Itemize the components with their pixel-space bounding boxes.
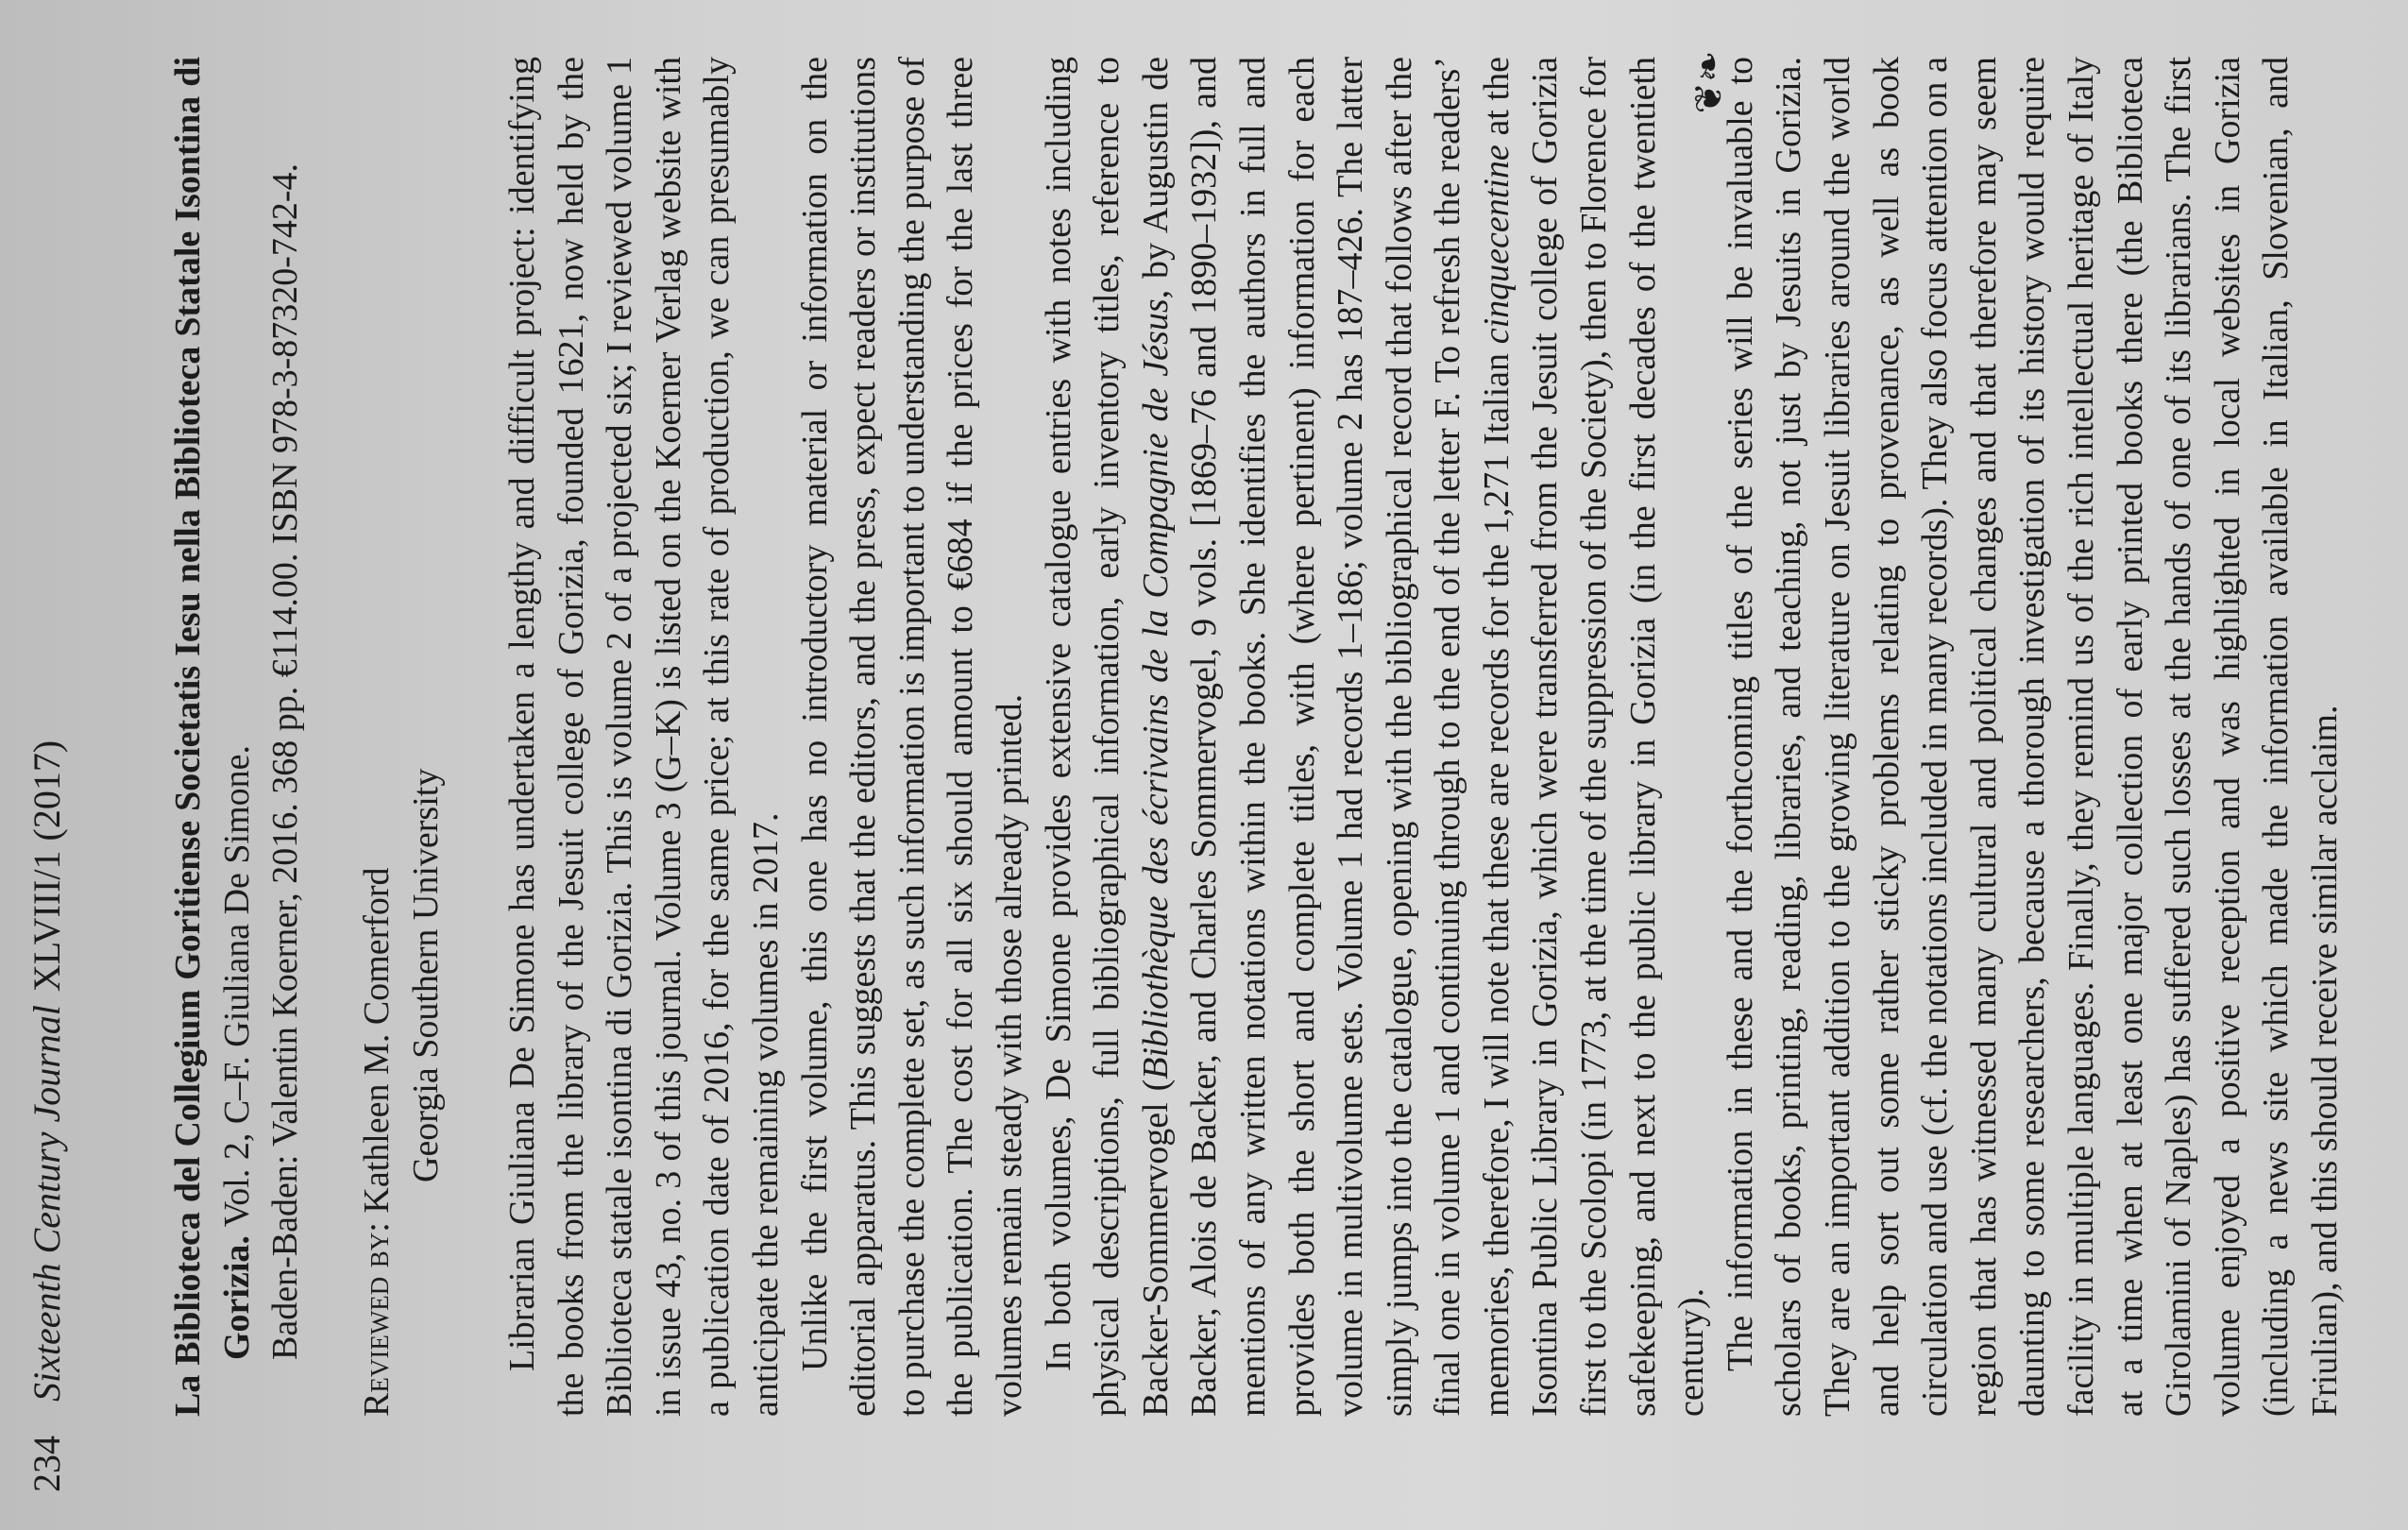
review-body bbox=[499, 57, 2350, 1417]
reviewer-block bbox=[353, 57, 450, 1417]
bibliotheque-title: Bibliothèque des écrivains de la Compagnie de Jésus bbox=[1135, 298, 1176, 1080]
paragraph-3-text-c: at the Isontina Public Library in Gorizia, which were transferred from the Jesuit college of Gorizia first to the Scolopi (in 1773, at the time of the suppression of the Society), then to Florence for safekeeping, and next to the public library in Gorizia (in the first decades of the twentieth century). bbox=[1476, 57, 1712, 1417]
paragraph-4: The information in these and the forthcoming titles of the series will be invaluable to scholars of books, printing, reading, libraries, and teaching, not just by Jesuits in Gorizia. They are an important addition to the growing literature on Jesuit libraries around the world and help sort out some rather sticky problems relating to provenance, as well as book circulation and use (cf. the notations included in many records). They also focus attention on a region that has witnessed many cultural and political changes and that therefore may seem daunting to some researchers, because a thorough investigation of its history would require facility in multiple languages. Finally, they remind us of the rich intellectual heritage of Italy at a time when at least one major collection of early printed books there (the Biblioteca Girolamini of Naples) has suffered such losses at the hands of one of its librarians. The first volume enjoyed a positive reception and was highlighted in local websites in Gorizia (including a news site which made the information available in Italian, Slovenian, and Friulian), and this should receive similar acclaim. bbox=[1720, 57, 2345, 1417]
book-title: La Biblioteca del Collegium Goritiense Societatis Iesu nella Biblioteca Statale Isontina di Gorizia. bbox=[168, 57, 257, 1417]
reviewer-name: Kathleen M. Comerford bbox=[357, 867, 397, 1223]
paragraph-3-text-a: In both volumes, De Simone provides extensive catalogue entries with notes including physical descriptions, full bibliographical information, early inventory titles, reference to Backer-Sommervogel ( bbox=[1038, 57, 1176, 1417]
reviewed-by-label: Reviewed by: bbox=[357, 1222, 397, 1417]
running-header bbox=[25, 76, 70, 1492]
paragraph-3 bbox=[1035, 57, 1717, 1417]
journal-title: Sixteenth Century Journal bbox=[25, 1005, 68, 1402]
reviewer-affiliation: Georgia Southern University bbox=[405, 768, 446, 1182]
paragraph-2: Unlike the first volume, this one has no introductory material or information on the editorial apparatus. This suggests that the editors, and the press, expect readers or institutions to purchase the complete set, as such information is important to understanding the purpose of the publication. The cost for all six should amount to €684 if the prices for the last three volumes remain steady with those already printed. bbox=[794, 57, 1029, 1417]
book-details: Vol. 2, C–F. Giuliana De Simone. bbox=[216, 744, 257, 1236]
fleuron-ornament-icon: ❦❧ bbox=[1687, 50, 1730, 114]
reviewer-line bbox=[353, 57, 402, 1417]
volume-issue: XLVIII/1 (2017) bbox=[25, 740, 68, 993]
citation-title-line bbox=[164, 57, 262, 1417]
paragraph-3-text-b: , by Augustin de Backer, Alois de Backer, and Charles Sommervogel, 9 vols. [1869–76 and 1890–1932]), and mentions of any written notations within the books. She identifies the authors in full and provides both the short and complete titles, with (where pertinent) information for each volume in multivolume sets. Volume 1 had records 1–186; volume 2 has 187–426. The latter simply jumps into the catalogue, opening with the bibliographical record that follows after the final one in volume 1 and continuing through to the end of the letter F. To refresh the readers’ memories, therefore, I will note that these are records for the 1,271 Italian bbox=[1135, 57, 1517, 1417]
book-citation bbox=[164, 57, 311, 1417]
cinquecentine-term: cinquecentine bbox=[1476, 144, 1517, 345]
publication-info: Baden-Baden: Valentin Koerner, 2016. 368 pp. €114.00. ISBN 978-3-87320-742-4. bbox=[265, 162, 306, 1360]
paragraph-1: Librarian Giuliana De Simone has undertaken a lengthy and difficult project: identifying the books from the library of the Jesuit college of Gorizia, founded 1621, now held by the Biblioteca statale isontina di Gorizia. This is volume 2 of a projected six; I reviewed volume 1 in issue 43, no. 3 of this journal. Volume 3 (G–K) is listed on the Koerner Verlag website with a publication date of 2016, for the same price; at this rate of production, we can presumably anticipate the remaining volumes in 2017. bbox=[502, 57, 786, 1417]
page-number: 234 bbox=[25, 1436, 68, 1492]
